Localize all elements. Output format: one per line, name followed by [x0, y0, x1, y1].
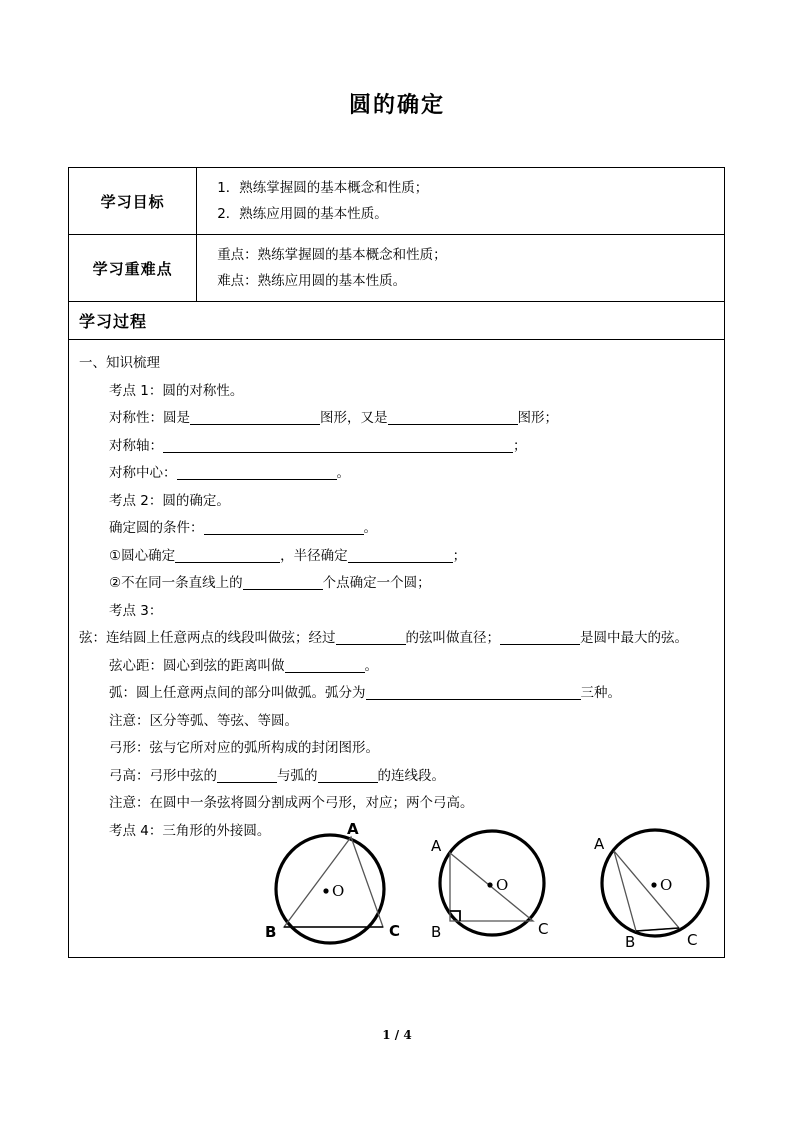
process-header: 学习过程	[69, 302, 725, 340]
table-row-key-points	[69, 235, 725, 302]
center-end: 。	[336, 465, 350, 481]
arc-b: 三种。	[580, 685, 621, 701]
kp2-heading: 考点 2：圆的确定。	[109, 492, 230, 509]
item2-b: 个点确定一个圆；	[322, 575, 431, 591]
height-blank-2[interactable]	[318, 767, 378, 783]
chord-blank-2[interactable]	[500, 629, 580, 645]
symmetry-mid: 图形，又是	[320, 410, 388, 426]
center-label: O	[496, 876, 509, 894]
condition-item-1	[77, 543, 716, 571]
item1-end: ；	[452, 547, 467, 564]
page-title: 圆的确定	[348, 93, 445, 118]
axis-label: 对称轴：	[109, 437, 163, 454]
arc-blank[interactable]	[366, 684, 581, 700]
symmetry-line	[77, 405, 716, 433]
chord-definition	[77, 625, 716, 653]
vertex-label-b: B	[625, 933, 636, 949]
table-row-process-header	[69, 302, 725, 340]
axis-blank[interactable]	[163, 437, 513, 453]
chord-dist-end: 。	[364, 657, 378, 674]
chord-b: 的弦叫做直径；	[405, 630, 500, 646]
key-point-line-2: 难点：熟练应用圆的基本性质。	[217, 273, 407, 289]
vertex-label-a: A	[594, 835, 605, 853]
item2-blank[interactable]	[243, 574, 323, 590]
right-triangle-circumcircle-svg	[422, 821, 567, 949]
objective-line-2: 2．熟练应用圆的基本性质。	[217, 206, 388, 222]
kp4-heading: 考点 4：三角形的外接圆。	[109, 822, 271, 839]
acute-triangle-circumcircle-svg	[255, 821, 405, 949]
center-label: 对称中心：	[109, 465, 177, 481]
condition-line	[77, 515, 716, 543]
side-bc	[636, 928, 679, 931]
key-point-line-1: 重点：熟练掌握圆的基本概念和性质；	[217, 247, 447, 263]
vertex-label-a: A	[431, 837, 442, 855]
condition-item-2	[77, 570, 716, 598]
row-label-key-points: 学习重难点	[69, 235, 197, 302]
vertex-label-c: C	[389, 922, 401, 940]
process-body	[69, 340, 725, 958]
vertex-label-b: B	[265, 923, 277, 941]
axis-line	[77, 433, 716, 461]
arc-line	[77, 680, 716, 708]
chord-distance-line	[77, 653, 716, 681]
chord-wrap: 圆中最大的弦。	[593, 630, 688, 646]
page-footer: 1 / 4	[382, 1028, 412, 1042]
note-line-1: 注意：区分等弧、等弦、等圆。	[109, 712, 298, 729]
kp1-heading: 考点 1：圆的对称性。	[109, 382, 244, 399]
chord-dist-blank[interactable]	[285, 657, 365, 673]
symmetry-blank-1[interactable]	[190, 409, 320, 425]
note-line-2: 注意：在圆中一条弦将圆分割成两个弓形，对应；两个弓高。	[109, 795, 474, 811]
lesson-plan-table	[68, 167, 725, 958]
center-label: O	[332, 882, 345, 900]
section-heading: 一、知识梳理	[79, 355, 160, 371]
center-dot	[651, 882, 656, 887]
row-label-objectives: 学习目标	[69, 168, 197, 235]
vertex-label-a: A	[347, 821, 359, 838]
center-dot	[487, 882, 492, 887]
height-a: 弓高：弓形中弦的	[109, 767, 217, 784]
center-dot	[323, 888, 328, 893]
symmetry-label: 对称性：圆是	[109, 410, 190, 426]
condition-blank[interactable]	[204, 519, 364, 535]
center-blank[interactable]	[177, 464, 337, 480]
item1-blank-2[interactable]	[348, 547, 453, 563]
figure-acute-triangle-circumcircle	[255, 821, 405, 960]
segment-definition: 弓形：弦与它所对应的弧所构成的封闭图形。	[109, 740, 379, 756]
figure-right-triangle-circumcircle	[422, 821, 567, 960]
item2-a: ②不在同一条直线上的	[109, 575, 243, 591]
item1-b: ，半径确定	[280, 547, 348, 564]
chord-blank-1[interactable]	[336, 629, 406, 645]
height-b: 与弧的	[277, 767, 318, 784]
row-value-key-points	[197, 235, 725, 302]
vertex-label-c: C	[687, 931, 698, 949]
center-line	[77, 460, 716, 488]
symmetry-blank-2[interactable]	[388, 409, 518, 425]
height-c: 的连线段。	[377, 767, 445, 784]
chord-a: 弦：连结圆上任意两点的线段叫做弦；经过	[79, 630, 336, 646]
segment-height-line	[77, 763, 716, 791]
row-value-objectives	[197, 168, 725, 235]
item1-a: ①圆心确定	[109, 547, 176, 564]
axis-end: ；	[513, 437, 527, 454]
circle-outline	[440, 831, 544, 935]
center-label: O	[660, 876, 673, 894]
symmetry-end: 图形；	[517, 410, 558, 426]
objective-line-1: 1．熟练掌握圆的基本概念和性质；	[217, 180, 429, 196]
condition-label: 确定圆的条件：	[109, 520, 204, 536]
item1-blank-1[interactable]	[175, 547, 280, 563]
vertex-label-c: C	[538, 920, 549, 938]
figure-obtuse-triangle-circumcircle	[582, 821, 732, 960]
arc-a: 弧：圆上任意两点间的部分叫做弧。弧分为	[109, 685, 366, 701]
obtuse-triangle-circumcircle-svg	[582, 821, 732, 949]
chord-c: 是	[580, 630, 594, 646]
table-row-objectives	[69, 168, 725, 235]
vertex-label-b: B	[431, 923, 442, 941]
height-blank-1[interactable]	[217, 767, 277, 783]
condition-end: 。	[363, 520, 377, 536]
table-row-process-body	[69, 340, 725, 958]
chord-dist-a: 弦心距：圆心到弦的距离叫做	[109, 657, 285, 674]
circumcircle-figure-group	[77, 821, 716, 949]
kp3-heading: 考点 3：	[109, 602, 163, 619]
